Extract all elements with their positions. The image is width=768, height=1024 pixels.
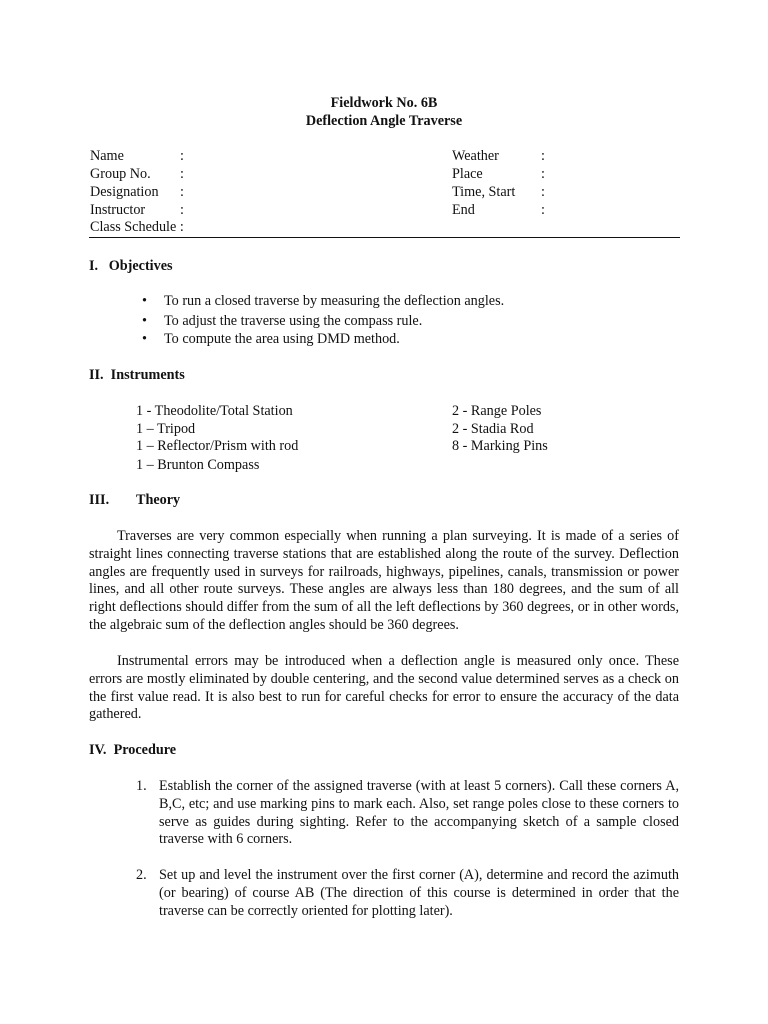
field-colon: : xyxy=(541,184,545,200)
document-subtitle: Deflection Angle Traverse xyxy=(305,113,463,129)
procedure-heading: IV. Procedure xyxy=(89,742,177,758)
step-number: 1. xyxy=(136,778,147,794)
list-item: 1 – Brunton Compass xyxy=(136,457,260,473)
theory-heading-number: III. xyxy=(89,492,110,508)
instruments-heading: II. Instruments xyxy=(89,367,185,383)
step-number: 2. xyxy=(136,867,147,883)
list-item: 1 - Theodolite/Total Station xyxy=(136,403,293,419)
field-colon: : xyxy=(180,166,184,182)
field-label-designation: Designation xyxy=(90,184,159,200)
field-label-end: End xyxy=(452,202,475,218)
header-divider xyxy=(89,237,680,238)
field-label-group-no: Group No. xyxy=(90,166,151,182)
step-text: Set up and level the instrument over the first corner (A), determine and record the azimuth (or bearing) of course AB (The direction of this course is determined in order that the traverse can be correctly oriented for plotting later). xyxy=(159,867,679,919)
field-colon: : xyxy=(180,184,184,200)
theory-paragraph: Instrumental errors may be introduced when a deflection angle is measured only once. These errors are mostly eliminated by double centering, and the second value determined serves as a check on the first value read. It is also best to run for careful checks for error to ensure the accuracy of the data gathered. xyxy=(89,653,679,723)
objectives-heading: I. Objectives xyxy=(89,258,173,274)
list-item: 1 – Reflector/Prism with rod xyxy=(136,438,299,454)
field-label-weather: Weather xyxy=(452,148,499,164)
theory-heading: Theory xyxy=(136,492,181,508)
field-label-time-start: Time, Start xyxy=(452,184,516,200)
list-item: 2 - Range Poles xyxy=(452,403,542,419)
step-text: Establish the corner of the assigned traverse (with at least 5 corners). Call these corners A, B,C, etc; and use marking pins to mark each. Also, set range poles close to these corners to serve as guides during sighting. Refer to the accompanying sketch of a sample closed traverse with 6 corners. xyxy=(159,778,679,848)
field-colon: : xyxy=(180,202,184,218)
field-label-name: Name xyxy=(90,148,124,164)
list-item: 8 - Marking Pins xyxy=(452,438,548,454)
list-item: 2 - Stadia Rod xyxy=(452,421,534,437)
field-colon: : xyxy=(541,148,545,164)
document-page: Fieldwork No. 6B Deflection Angle Traverse Name : Group No. : Designation : Instructor : Class Schedule : Weather : Place : Time, Start : End : I. Objectives • To run a closed traverse by measuring the deflection angles. • To adjust the traverse using the compass rule. • To compute the area using DMD method. II. Instruments 1 - Theodolite/Total Station 1 – Tripod 1 – Reflector/Prism with rod 1 – Brunton Compass 2 - Range Poles 2 - Stadia Rod 8 - Marking Pins III. Theory Traverses are very common especially when running a plan surveying. It is made of a series of straight lines connecting traverse stations that are established along the route of the survey. Deflection angles are frequently used in surveys for railroads, highways, pipelines, canals, transmission or power lines, and all other route surveys. These angles are always less than 180 degrees, and the sum of all right deflections should differ from the sum of all the left deflections by 360 degrees, or in other words, the algebraic sum of the deflection angles should be 360 degrees. Instrumental errors may be introduced when a deflection angle is measured only once. These errors are mostly eliminated by double centering, and the second value determined serves as a check on the first value read. It is also best to run for careful checks for error to ensure the accuracy of the data gathered. IV. Procedure 1. Establish the corner of the assigned traverse (with at least 5 corners). Call these corners A, B,C, etc; and use marking pins to mark each. Also, set range poles close to these corners to serve as guides during sighting. Refer to the accompanying sketch of a sample closed traverse with 6 corners. 2. Set up and level the instrument over the first corner (A), determine and record the azimuth (or bearing) of course AB (The direction of this course is determined in order that the traverse can be correctly oriented for plotting later). xyxy=(0,0,768,1024)
bullet-icon: • xyxy=(142,313,147,329)
field-label-instructor: Instructor xyxy=(90,202,146,218)
field-colon: : xyxy=(180,148,184,164)
document-title: Fieldwork No. 6B xyxy=(330,95,438,111)
field-label-place: Place xyxy=(452,166,483,182)
list-item: 1 – Tripod xyxy=(136,421,196,437)
bullet-icon: • xyxy=(142,331,147,347)
field-colon: : xyxy=(541,202,545,218)
theory-paragraph: Traverses are very common especially when running a plan surveying. It is made of a series of straight lines connecting traverse stations that are established along the route of the survey. Deflection angles are frequently used in surveys for railroads, highways, pipelines, canals, transmission or power lines, and all other route surveys. These angles are always less than 180 degrees, and the sum of all right deflections should differ from the sum of all the left deflections by 360 degrees, or in other words, the algebraic sum of the deflection angles should be 360 degrees. xyxy=(89,528,679,633)
field-label-class-schedule: Class Schedule : xyxy=(90,219,184,235)
bullet-icon: • xyxy=(142,293,147,309)
field-colon: : xyxy=(541,166,545,182)
